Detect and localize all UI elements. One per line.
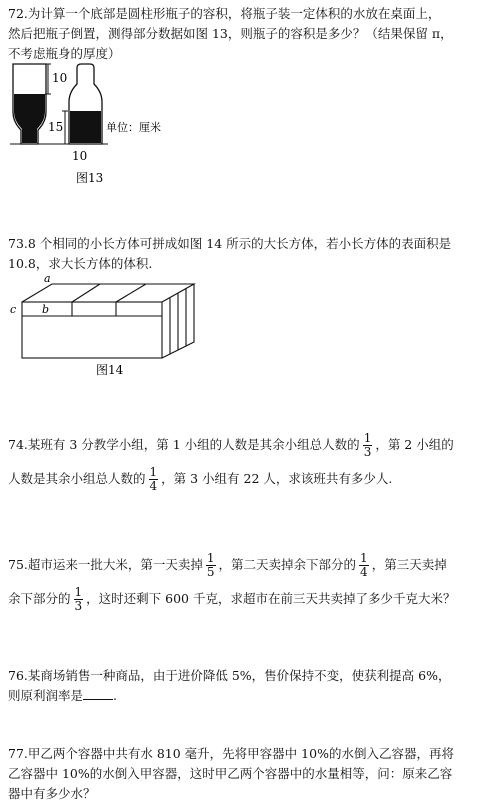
q75-text-3: ，第三天卖掉 [371,557,447,572]
question-73 [8,234,486,274]
figure-14-caption: 图14 [96,363,124,376]
q75-text-5: ，这时还剩下 600 千克，求超市在前三天共卖掉了多少千克大米？ [86,591,456,606]
q74-fraction-1: $\frac{1}{3}$ [363,431,372,459]
q75-fraction-2: $\frac{1}{4}$ [360,551,368,579]
q74-text-3: 人数是其余小组总人数的 [8,471,146,486]
q75-fraction-3: $\frac{1}{3}$ [74,585,83,613]
label-h-water: 15 [48,120,64,134]
unit-label: 单位：厘米 [106,121,161,134]
q77-line2: 乙容器中 10%的水倒入甲容器，这时甲乙两个容器中的水量相等，问：原来乙容 [8,766,453,781]
q76-line1: 76.某商场销售一种商品，由于进价降低 5%，售价保持不变，使获利提高 6%， [8,668,451,683]
q75-text-1: 75.超市运来一批大米，第一天卖掉 [8,557,203,572]
q75-text-2: ，第二天卖掉余下部分的 [218,557,357,572]
bottle-left-water [14,94,45,143]
q73-line2: 10.8，求大长方体的体积. [8,256,153,271]
question-76 [8,666,486,706]
q75-text-4: 余下部分的 [8,591,71,606]
answer-blank [83,687,113,700]
figure-14-cuboid [6,272,206,376]
label-diameter: 10 [72,149,88,163]
question-75 [8,548,486,616]
q73-line1: 73.8 个相同的小长方体可拼成如图 14 所示的大长方体，若小长方体的表面积是 [8,236,452,251]
q75-fraction-1: $\frac{1}{5}$ [206,551,215,579]
q74-text-1: 74.某班有 3 分教学小组，第 1 小组的人数是其余小组总人数的 [8,437,360,452]
question-72 [8,4,486,64]
q74-fraction-2: $\frac{1}{4}$ [149,465,158,493]
question-74 [8,428,486,496]
q74-text-4: ，第 3 小组有 22 人，求该班共有多少人. [161,471,393,486]
figure-13-caption: 图13 [76,171,104,185]
figure-13-bottles [8,60,198,190]
label-c: c [10,303,17,316]
cuboid-top-face [22,284,194,302]
q76-period: . [113,688,117,703]
q72-line3: 不考虑瓶身的厚度） [8,46,121,61]
q77-line3: 器中有多少水？ [8,786,96,801]
q76-line2: 则原利润率是 [8,688,84,703]
q72-line1: 72.为计算一个底部是圆柱形瓶子的容积，将瓶子装一定体积的水放在桌面上， [8,6,441,21]
bottle-right-water [70,111,101,143]
label-b: b [42,303,50,316]
label-a: a [44,272,51,285]
label-h-top: 10 [52,71,68,85]
q77-line1: 77.甲乙两个容器中共有水 810 毫升，先将甲容器中 10%的水倒入乙容器，再将 [8,746,454,761]
question-77 [8,744,486,804]
q72-line2: 然后把瓶子倒置，测得部分数据如图 13，则瓶子的容积是多少？（结果保留 π， [8,26,453,41]
q74-text-2: ，第 2 小组的 [375,437,454,452]
